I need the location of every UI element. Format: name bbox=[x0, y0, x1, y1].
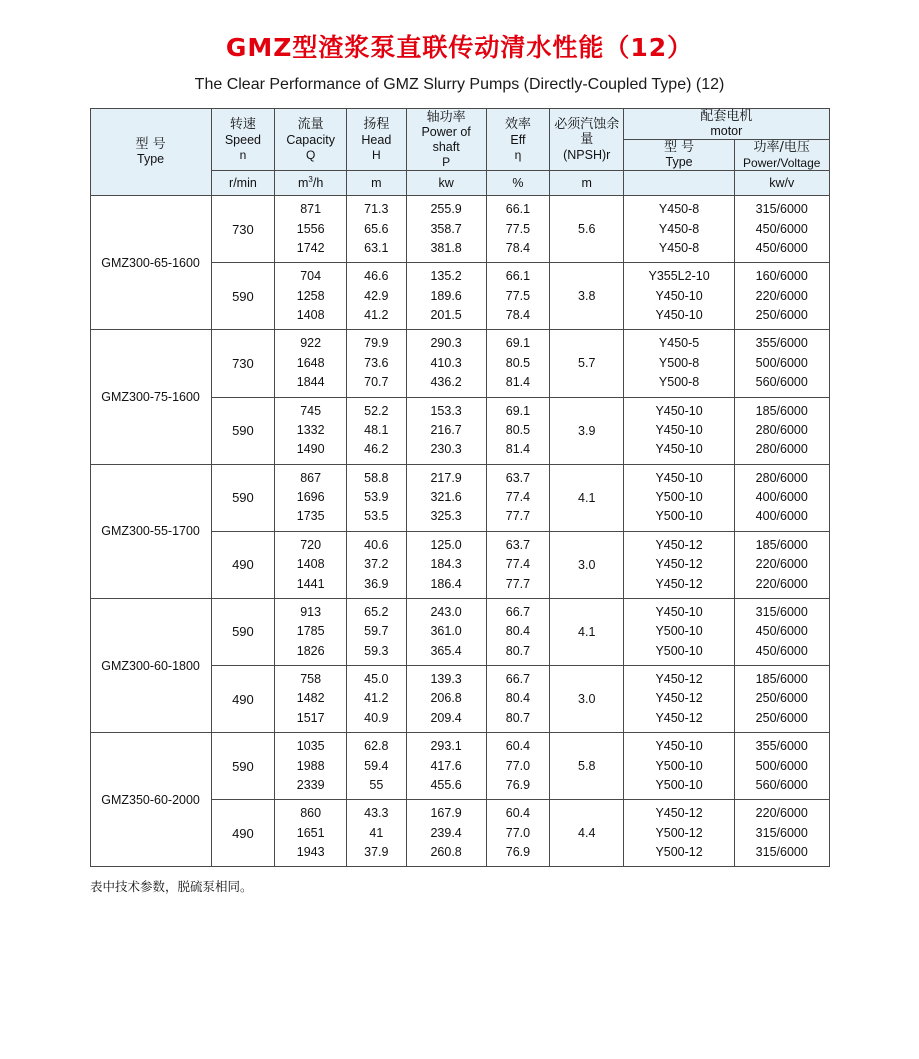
value: 720 bbox=[300, 537, 322, 552]
speed-cell: 590 bbox=[211, 733, 275, 800]
value: 77.7 bbox=[505, 576, 531, 591]
value: 58.8 bbox=[364, 470, 389, 485]
value: 758 bbox=[300, 672, 322, 687]
value: 417.6 bbox=[430, 758, 462, 773]
efficiency-cell bbox=[486, 263, 550, 330]
value: 46.2 bbox=[364, 442, 389, 457]
value: Y500-12 bbox=[655, 845, 703, 860]
value: 80.7 bbox=[505, 710, 531, 725]
value: 41.2 bbox=[364, 691, 389, 706]
value: Y450-12 bbox=[655, 710, 703, 725]
value: 1696 bbox=[296, 490, 325, 505]
value: 81.4 bbox=[505, 375, 531, 390]
npsh-cell: 4.1 bbox=[550, 464, 624, 531]
value: 1258 bbox=[296, 288, 325, 303]
value: 255.9 bbox=[430, 202, 462, 217]
value: 455.6 bbox=[430, 777, 462, 792]
value: 184.3 bbox=[430, 557, 462, 572]
value: 1517 bbox=[296, 710, 325, 725]
capacity-cell bbox=[275, 464, 347, 531]
unit-speed: r/min bbox=[211, 171, 275, 196]
value: 436.2 bbox=[430, 375, 462, 390]
value: 2339 bbox=[296, 777, 325, 792]
value: 41 bbox=[369, 825, 384, 840]
efficiency-cell bbox=[486, 397, 550, 464]
header-capacity: 流量 Capacity Q bbox=[275, 109, 347, 171]
motor-power-cell bbox=[735, 196, 830, 263]
value: 77.0 bbox=[505, 825, 531, 840]
value: Y450-12 bbox=[655, 691, 703, 706]
value: Y450-12 bbox=[655, 537, 703, 552]
value: 381.8 bbox=[430, 240, 462, 255]
value: Y450-10 bbox=[655, 470, 703, 485]
power-cell bbox=[406, 666, 486, 733]
value: 37.9 bbox=[364, 845, 389, 860]
value: 40.9 bbox=[364, 710, 389, 725]
value: 745 bbox=[300, 403, 322, 418]
npsh-cell: 5.7 bbox=[550, 330, 624, 397]
value: 65.6 bbox=[364, 221, 389, 236]
value: 139.3 bbox=[430, 672, 462, 687]
capacity-cell bbox=[275, 531, 347, 598]
value: Y500-10 bbox=[655, 509, 703, 524]
value: 77.4 bbox=[505, 557, 531, 572]
value: Y450-10 bbox=[655, 288, 703, 303]
value: 1742 bbox=[296, 240, 325, 255]
value: 160/6000 bbox=[755, 269, 808, 284]
motor-type-cell bbox=[624, 263, 735, 330]
head-cell bbox=[347, 196, 407, 263]
value: 78.4 bbox=[505, 308, 531, 323]
footnote: 表中技术参数，脱硫泵相同。 bbox=[90, 879, 253, 895]
value: 153.3 bbox=[430, 403, 462, 418]
header-power: 轴功率 Power of shaft P bbox=[406, 109, 486, 171]
value: 913 bbox=[300, 604, 322, 619]
value: 66.7 bbox=[505, 604, 531, 619]
value: 43.3 bbox=[364, 806, 389, 821]
value: 450/6000 bbox=[755, 624, 808, 639]
page-title-english: The Clear Performance of GMZ Slurry Pumps (Directly-Coupled Type) (12) bbox=[194, 76, 725, 93]
unit-efficiency: % bbox=[486, 171, 550, 196]
capacity-cell bbox=[275, 196, 347, 263]
speed-cell: 590 bbox=[211, 598, 275, 665]
value: 365.4 bbox=[430, 643, 462, 658]
value: Y450-10 bbox=[655, 604, 703, 619]
value: Y500-10 bbox=[655, 643, 703, 658]
value: 41.2 bbox=[364, 308, 389, 323]
value: 250/6000 bbox=[755, 710, 808, 725]
value: 922 bbox=[300, 336, 322, 351]
value: 1408 bbox=[296, 557, 325, 572]
value: 1490 bbox=[296, 442, 325, 457]
table-header bbox=[90, 109, 829, 196]
value: 209.4 bbox=[430, 710, 462, 725]
npsh-cell: 4.1 bbox=[550, 598, 624, 665]
table-body bbox=[90, 196, 829, 867]
motor-power-cell bbox=[735, 330, 830, 397]
value: 80.4 bbox=[505, 624, 531, 639]
value: 867 bbox=[300, 470, 322, 485]
value: Y450-5 bbox=[658, 336, 700, 351]
unit-motor-power: kw/v bbox=[735, 171, 830, 196]
value: 315/6000 bbox=[755, 202, 808, 217]
value: 355/6000 bbox=[755, 739, 808, 754]
value: 201.5 bbox=[430, 308, 462, 323]
value: 40.6 bbox=[364, 537, 389, 552]
motor-power-cell bbox=[735, 666, 830, 733]
value: 185/6000 bbox=[755, 403, 808, 418]
value: 70.7 bbox=[364, 375, 389, 390]
efficiency-cell bbox=[486, 800, 550, 867]
power-cell bbox=[406, 733, 486, 800]
table-row bbox=[90, 196, 829, 263]
value: 46.6 bbox=[364, 269, 389, 284]
npsh-cell: 3.9 bbox=[550, 397, 624, 464]
value: 355/6000 bbox=[755, 336, 808, 351]
motor-power-cell bbox=[735, 800, 830, 867]
motor-power-cell bbox=[735, 464, 830, 531]
head-cell bbox=[347, 330, 407, 397]
capacity-cell bbox=[275, 666, 347, 733]
value: Y450-10 bbox=[655, 308, 703, 323]
pump-type-cell: GMZ300-55-1700 bbox=[90, 464, 211, 598]
unit-head: m bbox=[347, 171, 407, 196]
value: 250/6000 bbox=[755, 308, 808, 323]
value: 860 bbox=[300, 806, 322, 821]
value: 1735 bbox=[296, 509, 325, 524]
efficiency-cell bbox=[486, 196, 550, 263]
capacity-cell bbox=[275, 800, 347, 867]
value: 71.3 bbox=[364, 202, 389, 217]
power-cell bbox=[406, 464, 486, 531]
capacity-cell bbox=[275, 397, 347, 464]
value: 53.9 bbox=[364, 490, 389, 505]
value: 77.7 bbox=[505, 509, 531, 524]
value: 63.1 bbox=[364, 240, 389, 255]
value: 77.4 bbox=[505, 490, 531, 505]
table-row bbox=[90, 733, 829, 800]
power-cell bbox=[406, 196, 486, 263]
value: 125.0 bbox=[430, 537, 462, 552]
speed-cell: 590 bbox=[211, 397, 275, 464]
motor-power-cell bbox=[735, 397, 830, 464]
capacity-cell bbox=[275, 733, 347, 800]
value: 1556 bbox=[296, 221, 325, 236]
motor-type-cell bbox=[624, 397, 735, 464]
value: 48.1 bbox=[364, 422, 389, 437]
value: 185/6000 bbox=[755, 672, 808, 687]
value: Y450-10 bbox=[655, 422, 703, 437]
value: 1826 bbox=[296, 643, 325, 658]
value: 63.7 bbox=[505, 470, 531, 485]
value: 500/6000 bbox=[755, 758, 808, 773]
head-cell bbox=[347, 531, 407, 598]
value: 77.5 bbox=[505, 288, 531, 303]
speed-cell: 730 bbox=[211, 196, 275, 263]
pump-type-cell: GMZ300-60-1800 bbox=[90, 598, 211, 732]
npsh-cell: 3.0 bbox=[550, 531, 624, 598]
power-cell bbox=[406, 330, 486, 397]
value: 80.7 bbox=[505, 643, 531, 658]
head-cell bbox=[347, 800, 407, 867]
value: 450/6000 bbox=[755, 643, 808, 658]
value: 60.4 bbox=[505, 806, 531, 821]
header-motor: 配套电机 motor bbox=[624, 109, 829, 140]
value: 79.9 bbox=[364, 336, 389, 351]
value: 280/6000 bbox=[755, 470, 808, 485]
npsh-cell: 5.8 bbox=[550, 733, 624, 800]
capacity-cell bbox=[275, 330, 347, 397]
header-npsh: 必须汽蚀余量 (NPSH)r bbox=[550, 109, 624, 171]
value: 1988 bbox=[296, 758, 325, 773]
value: 1441 bbox=[296, 576, 325, 591]
value: 321.6 bbox=[430, 490, 462, 505]
pump-type-cell: GMZ350-60-2000 bbox=[90, 733, 211, 867]
header-efficiency: 效率 Eff η bbox=[486, 109, 550, 171]
motor-type-cell bbox=[624, 733, 735, 800]
value: 66.7 bbox=[505, 672, 531, 687]
value: 80.5 bbox=[505, 422, 531, 437]
value: 243.0 bbox=[430, 604, 462, 619]
value: Y450-12 bbox=[655, 576, 703, 591]
capacity-cell bbox=[275, 263, 347, 330]
value: 315/6000 bbox=[755, 825, 808, 840]
power-cell bbox=[406, 263, 486, 330]
value: Y450-12 bbox=[655, 672, 703, 687]
value: 280/6000 bbox=[755, 422, 808, 437]
head-cell bbox=[347, 263, 407, 330]
value: 189.6 bbox=[430, 288, 462, 303]
value: 59.7 bbox=[364, 624, 389, 639]
value: 73.6 bbox=[364, 355, 389, 370]
unit-capacity: $m^3/h$ bbox=[275, 171, 347, 196]
value: 42.9 bbox=[364, 288, 389, 303]
value: 220/6000 bbox=[755, 557, 808, 572]
table-row bbox=[90, 598, 829, 665]
value: 871 bbox=[300, 202, 322, 217]
power-cell bbox=[406, 800, 486, 867]
value: 60.4 bbox=[505, 739, 531, 754]
value: 55 bbox=[369, 777, 384, 792]
motor-type-cell bbox=[624, 531, 735, 598]
value: 1482 bbox=[296, 691, 325, 706]
speed-cell: 490 bbox=[211, 666, 275, 733]
value: 1943 bbox=[296, 845, 325, 860]
motor-power-cell bbox=[735, 263, 830, 330]
value: 290.3 bbox=[430, 336, 462, 351]
value: Y450-10 bbox=[655, 403, 703, 418]
value: 560/6000 bbox=[755, 375, 808, 390]
value: 81.4 bbox=[505, 442, 531, 457]
unit-motor-type bbox=[624, 171, 735, 196]
table-row bbox=[90, 330, 829, 397]
value: 450/6000 bbox=[755, 240, 808, 255]
value: Y450-8 bbox=[658, 240, 700, 255]
value: Y450-8 bbox=[658, 221, 700, 236]
value: Y500-8 bbox=[658, 375, 700, 390]
value: 239.4 bbox=[430, 825, 462, 840]
value: 220/6000 bbox=[755, 806, 808, 821]
motor-power-cell bbox=[735, 531, 830, 598]
value: 66.1 bbox=[505, 202, 531, 217]
value: 450/6000 bbox=[755, 221, 808, 236]
value: 400/6000 bbox=[755, 509, 808, 524]
speed-cell: 490 bbox=[211, 531, 275, 598]
value: 280/6000 bbox=[755, 442, 808, 457]
value: 135.2 bbox=[430, 269, 462, 284]
efficiency-cell bbox=[486, 598, 550, 665]
header-type: 型 号 Type bbox=[90, 109, 211, 196]
motor-type-cell bbox=[624, 598, 735, 665]
value: 69.1 bbox=[505, 336, 531, 351]
document-page bbox=[0, 28, 919, 1059]
value: Y500-10 bbox=[655, 758, 703, 773]
value: 53.5 bbox=[364, 509, 389, 524]
value: 358.7 bbox=[430, 221, 462, 236]
head-cell bbox=[347, 397, 407, 464]
value: 315/6000 bbox=[755, 845, 808, 860]
header-head: 扬程 Head H bbox=[347, 109, 407, 171]
motor-type-cell bbox=[624, 196, 735, 263]
unit-npsh: m bbox=[550, 171, 624, 196]
head-cell bbox=[347, 598, 407, 665]
efficiency-cell bbox=[486, 666, 550, 733]
value: 500/6000 bbox=[755, 355, 808, 370]
head-cell bbox=[347, 464, 407, 531]
value: 167.9 bbox=[430, 806, 462, 821]
efficiency-cell bbox=[486, 330, 550, 397]
value: Y500-12 bbox=[655, 825, 703, 840]
value: 1035 bbox=[296, 739, 325, 754]
performance-table bbox=[90, 108, 830, 867]
value: 77.0 bbox=[505, 758, 531, 773]
speed-cell: 590 bbox=[211, 263, 275, 330]
value: 59.3 bbox=[364, 643, 389, 658]
motor-power-cell bbox=[735, 733, 830, 800]
power-cell bbox=[406, 531, 486, 598]
value: 62.8 bbox=[364, 739, 389, 754]
table-row bbox=[90, 464, 829, 531]
efficiency-cell bbox=[486, 464, 550, 531]
speed-cell: 490 bbox=[211, 800, 275, 867]
value: 1408 bbox=[296, 308, 325, 323]
capacity-cell bbox=[275, 598, 347, 665]
value: 217.9 bbox=[430, 470, 462, 485]
value: 230.3 bbox=[430, 442, 462, 457]
value: 186.4 bbox=[430, 576, 462, 591]
value: 206.8 bbox=[430, 691, 462, 706]
value: 185/6000 bbox=[755, 537, 808, 552]
value: Y450-10 bbox=[655, 442, 703, 457]
value: Y450-8 bbox=[658, 202, 700, 217]
speed-cell: 730 bbox=[211, 330, 275, 397]
unit-power: kw bbox=[406, 171, 486, 196]
value: 63.7 bbox=[505, 537, 531, 552]
value: 1785 bbox=[296, 624, 325, 639]
value: Y450-12 bbox=[655, 557, 703, 572]
value: 410.3 bbox=[430, 355, 462, 370]
value: Y500-10 bbox=[655, 490, 703, 505]
head-cell bbox=[347, 666, 407, 733]
value: Y355L2-10 bbox=[648, 269, 710, 284]
value: Y500-10 bbox=[655, 624, 703, 639]
value: 37.2 bbox=[364, 557, 389, 572]
value: Y450-10 bbox=[655, 739, 703, 754]
value: 36.9 bbox=[364, 576, 389, 591]
value: 1844 bbox=[296, 375, 325, 390]
motor-power-cell bbox=[735, 598, 830, 665]
npsh-cell: 5.6 bbox=[550, 196, 624, 263]
value: 1332 bbox=[296, 422, 325, 437]
value: 361.0 bbox=[430, 624, 462, 639]
power-cell bbox=[406, 397, 486, 464]
speed-cell: 590 bbox=[211, 464, 275, 531]
value: 1648 bbox=[296, 355, 325, 370]
header-speed: 转速 Speed n bbox=[211, 109, 275, 171]
value: 59.4 bbox=[364, 758, 389, 773]
value: 325.3 bbox=[430, 509, 462, 524]
value: Y450-12 bbox=[655, 806, 703, 821]
value: 400/6000 bbox=[755, 490, 808, 505]
npsh-cell: 3.8 bbox=[550, 263, 624, 330]
value: 80.4 bbox=[505, 691, 531, 706]
value: 45.0 bbox=[364, 672, 389, 687]
page-title-chinese: GMZ型渣浆泵直联传动清水性能（12） bbox=[225, 33, 694, 62]
value: 52.2 bbox=[364, 403, 389, 418]
value: 704 bbox=[300, 269, 322, 284]
value: 250/6000 bbox=[755, 691, 808, 706]
value: 293.1 bbox=[430, 739, 462, 754]
value: 216.7 bbox=[430, 422, 462, 437]
value: 315/6000 bbox=[755, 604, 808, 619]
value: 66.1 bbox=[505, 269, 531, 284]
value: 1651 bbox=[296, 825, 325, 840]
value: 65.2 bbox=[364, 604, 389, 619]
motor-type-cell bbox=[624, 464, 735, 531]
npsh-cell: 3.0 bbox=[550, 666, 624, 733]
efficiency-cell bbox=[486, 733, 550, 800]
value: 80.5 bbox=[505, 355, 531, 370]
motor-type-cell bbox=[624, 330, 735, 397]
pump-type-cell: GMZ300-75-1600 bbox=[90, 330, 211, 464]
value: 220/6000 bbox=[755, 288, 808, 303]
npsh-cell: 4.4 bbox=[550, 800, 624, 867]
pump-type-cell: GMZ300-65-1600 bbox=[90, 196, 211, 330]
value: Y500-10 bbox=[655, 777, 703, 792]
head-cell bbox=[347, 733, 407, 800]
power-cell bbox=[406, 598, 486, 665]
value: 560/6000 bbox=[755, 777, 808, 792]
value: 77.5 bbox=[505, 221, 531, 236]
motor-type-cell bbox=[624, 800, 735, 867]
motor-type-cell bbox=[624, 666, 735, 733]
header-motor-power: 功率/电压 Power/Voltage bbox=[735, 140, 830, 171]
header-motor-type: 型 号 Type bbox=[624, 140, 735, 171]
value: 69.1 bbox=[505, 403, 531, 418]
value: 76.9 bbox=[505, 845, 531, 860]
efficiency-cell bbox=[486, 531, 550, 598]
value: 220/6000 bbox=[755, 576, 808, 591]
value: 78.4 bbox=[505, 240, 531, 255]
value: 260.8 bbox=[430, 845, 462, 860]
value: 76.9 bbox=[505, 777, 531, 792]
value: Y500-8 bbox=[658, 355, 700, 370]
